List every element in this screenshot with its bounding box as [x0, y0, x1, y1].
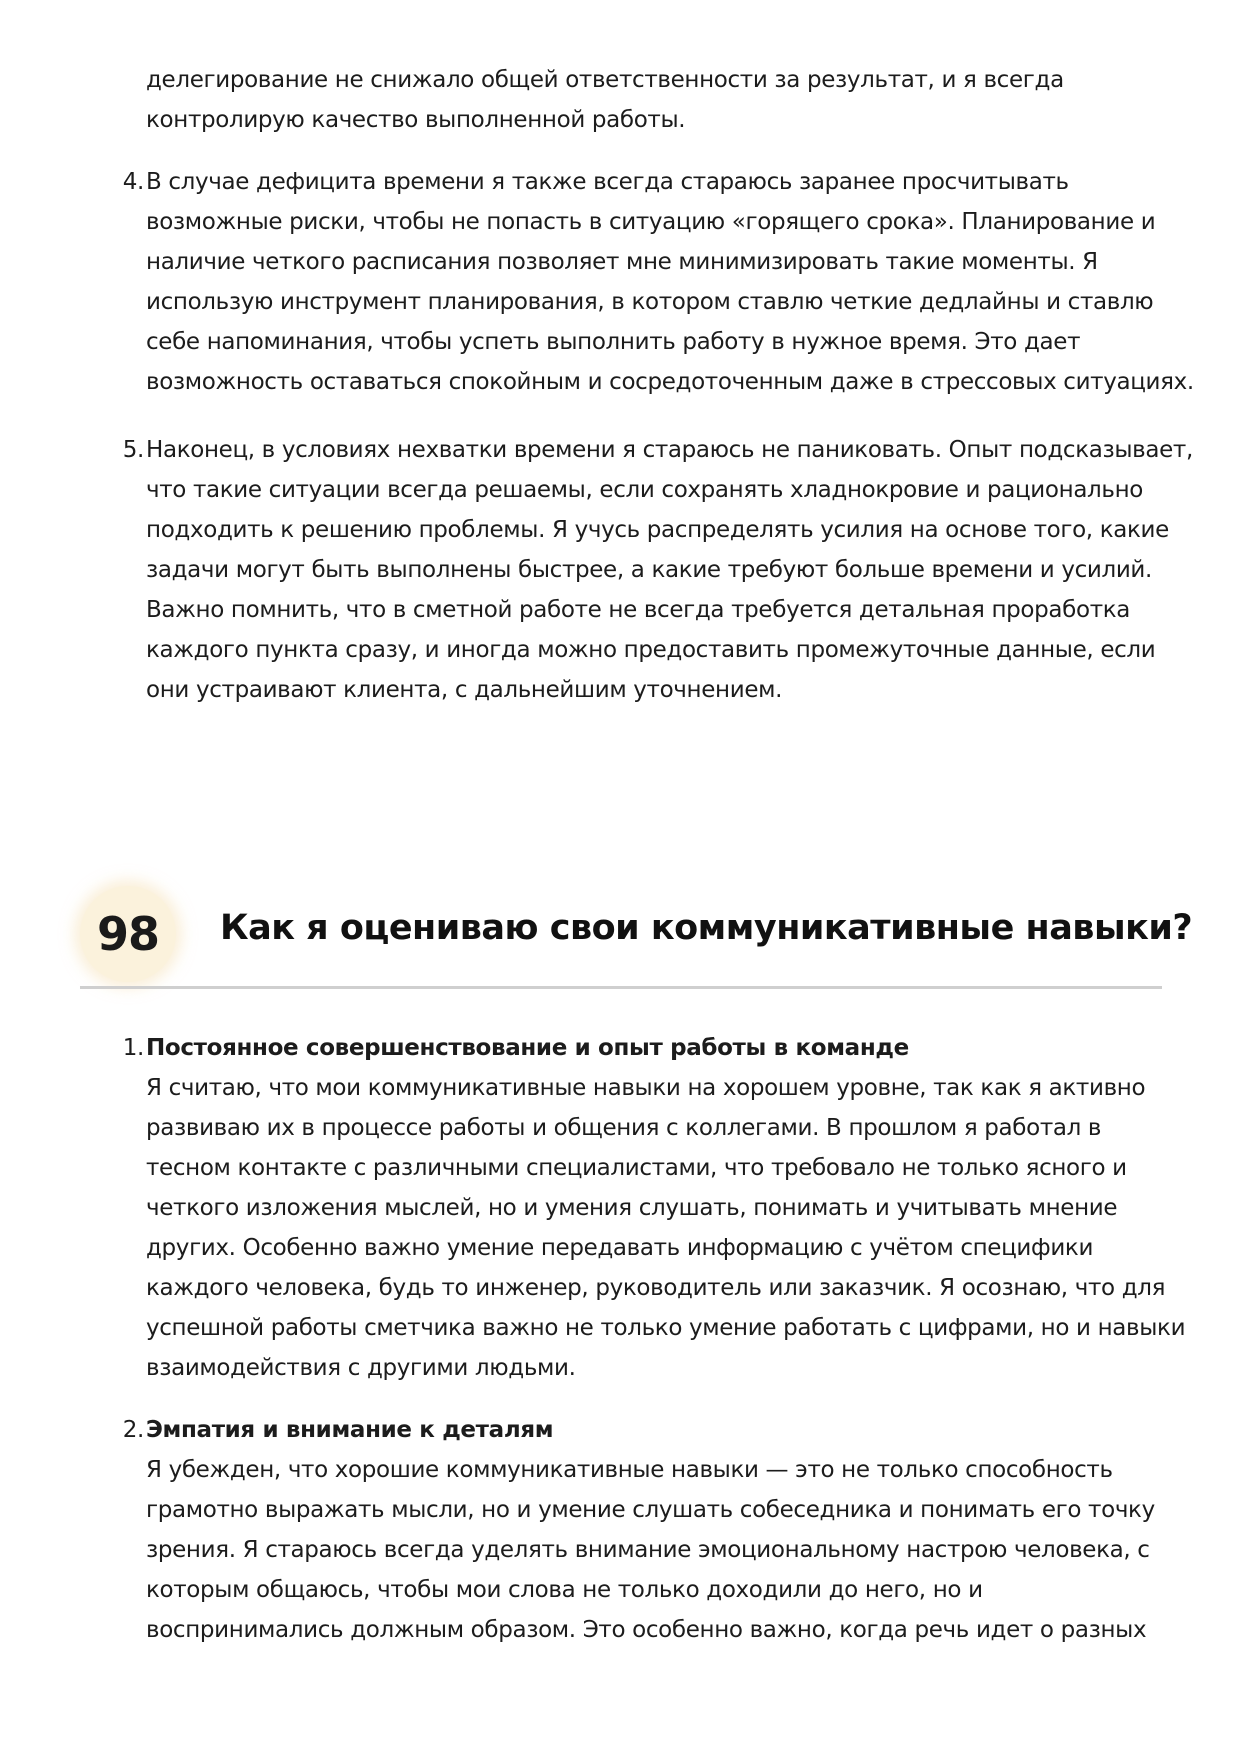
paragraph-line: каждого пункта сразу, и иногда можно предоставить промежуточные данные, если	[146, 637, 1156, 663]
list-item-4	[122, 162, 1194, 402]
list-number: 4.	[122, 169, 144, 195]
list-number: 2.	[122, 1417, 144, 1443]
answer-item-2	[122, 1410, 1166, 1650]
paragraph-line: Я считаю, что мои коммуникативные навыки на хорошем уровне, так как я активно	[146, 1075, 1146, 1101]
paragraph-line: Важно помнить, что в сметной работе не всегда требуется детальная проработка	[146, 597, 1131, 623]
question-title: Как я оцениваю свои коммуникативные навыки?	[220, 908, 1193, 948]
paragraph-line: наличие четкого расписания позволяет мне минимизировать такие моменты. Я	[146, 249, 1098, 275]
answer-item-1	[122, 1028, 1186, 1388]
list-item-5	[122, 430, 1193, 710]
answer-heading: Постоянное совершенствование и опыт работы в команде	[146, 1035, 909, 1061]
paragraph-line: успешной работы сметчика важно не только умение работать с цифрами, но и навыки	[146, 1315, 1186, 1341]
paragraph-line: использую инструмент планирования, в котором ставлю четкие дедлайны и ставлю	[146, 289, 1154, 315]
paragraph-line: возможные риски, чтобы не попасть в ситуацию «горящего срока». Планирование и	[146, 209, 1156, 235]
paragraph-line: подходить к решению проблемы. Я учусь распределять усилия на основе того, какие	[146, 517, 1169, 543]
paragraph-line: взаимодействия с другими людьми.	[146, 1355, 576, 1381]
paragraph-line: грамотно выражать мысли, но и умение слушать собеседника и понимать его точку	[146, 1497, 1155, 1523]
header-divider	[80, 986, 1162, 989]
paragraph-line: возможность оставаться спокойным и сосредоточенным даже в стрессовых ситуациях.	[146, 369, 1194, 395]
question-header	[80, 878, 1193, 988]
paragraph-line: каждого человека, будь то инженер, руководитель или заказчик. Я осознаю, что для	[146, 1275, 1166, 1301]
paragraph-line: что такие ситуации всегда решаемы, если сохранять хладнокровие и рационально	[146, 477, 1144, 503]
paragraph-line: Я убежден, что хорошие коммуникативные навыки — это не только способность	[146, 1457, 1113, 1483]
continuation-paragraph	[146, 60, 1166, 140]
paragraph-line: они устраивают клиента, с дальнейшим уточнением.	[146, 677, 783, 703]
question-number-badge	[80, 886, 176, 982]
list-number: 5.	[122, 437, 144, 463]
list-number: 1.	[122, 1035, 144, 1061]
paragraph-line: задачи могут быть выполнены быстрее, а какие требуют больше времени и усилий.	[146, 557, 1152, 583]
paragraph-line: зрения. Я стараюсь всегда уделять внимание эмоциональному настрою человека, с	[146, 1537, 1150, 1563]
paragraph-line: делегирование не снижало общей ответственности за результат, и я всегда	[146, 67, 1064, 93]
paragraph-line: воспринимались должным образом. Это особенно важно, когда речь идет о разных	[146, 1617, 1147, 1643]
paragraph-line: Наконец, в условиях нехватки времени я стараюсь не паниковать. Опыт подсказывает,	[146, 437, 1193, 463]
paragraph-line: себе напоминания, чтобы успеть выполнить работу в нужное время. Это дает	[146, 329, 1081, 355]
paragraph-line: тесном контакте с различными специалистами, что требовало не только ясного и	[146, 1155, 1127, 1181]
paragraph-line: контролирую качество выполненной работы.	[146, 107, 686, 133]
paragraph-line: других. Особенно важно умение передавать информацию с учётом специфики	[146, 1235, 1094, 1261]
paragraph-line: четкого изложения мыслей, но и умения слушать, понимать и учитывать мнение	[146, 1195, 1118, 1221]
answer-heading: Эмпатия и внимание к деталям	[146, 1417, 554, 1443]
paragraph-line: которым общаюсь, чтобы мои слова не только доходили до него, но и	[146, 1577, 983, 1603]
paragraph-line: В случае дефицита времени я также всегда стараюсь заранее просчитывать	[146, 169, 1069, 195]
question-number: 98	[96, 907, 159, 961]
paragraph-line: развиваю их в процессе работы и общения с коллегами. В прошлом я работал в	[146, 1115, 1102, 1141]
